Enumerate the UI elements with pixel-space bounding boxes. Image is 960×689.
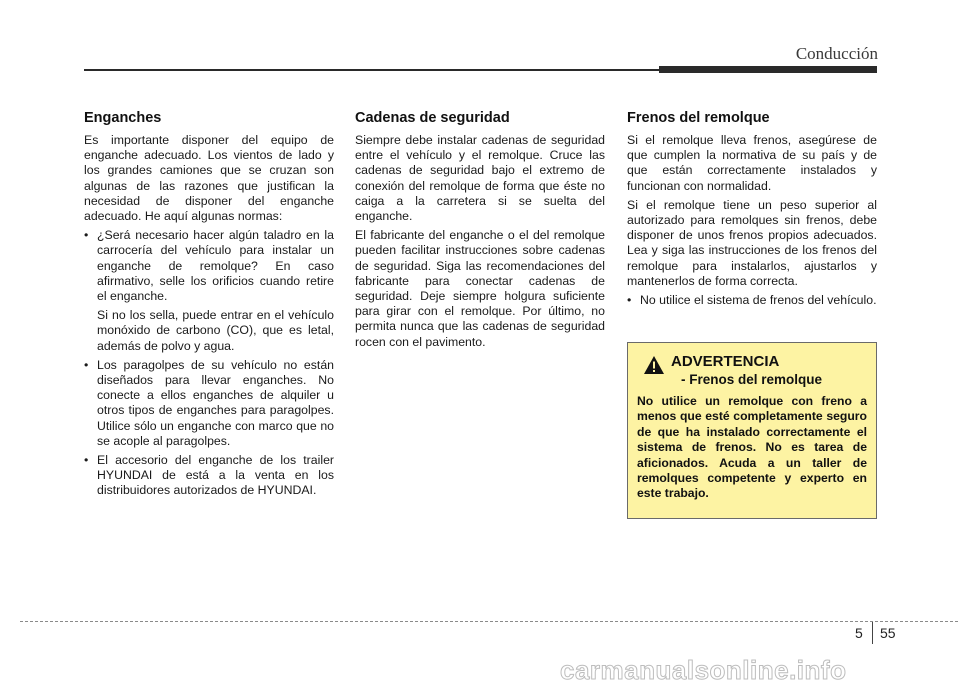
- heading-enganches: Enganches: [84, 110, 162, 126]
- bullet-icon: •: [84, 228, 89, 243]
- list-item: [84, 453, 334, 499]
- list-item-text: El accesorio del enganche de los trailer HYUNDAI de está a la venta en los distribuidores autorizados de HYUNDAI.: [97, 453, 334, 498]
- column-enganches: [84, 110, 334, 503]
- column-frenos: [627, 110, 877, 312]
- watermark: carmanualsonline.info: [560, 655, 847, 685]
- list-item-text: ¿Será necesario hacer algún taladro en la carrocería del vehículo para instalar un enganche de remolque? En caso afirmativo, selle los orificios cuando retire el enganche.: [97, 228, 334, 304]
- footer-rule: [20, 621, 958, 622]
- list-item-extra: Si no los sella, puede entrar en el vehículo monóxido de carbono (CO), que es letal, además de polvo y agua.: [97, 308, 334, 353]
- warning-title: ADVERTENCIA: [671, 353, 780, 370]
- paragraph: Si el remolque lleva frenos, asegúrese de que cumplen la normativa de su país y de que están correctamente instalados y funcionan con normalidad.: [627, 133, 877, 193]
- header-rule: [84, 69, 660, 71]
- list-item-text: Los paragolpes de su vehículo no están diseñados para llevar enganches. No conecte a ellos enganches de alquiler u otros tipos de enganches para paragolpes. Utilice sólo un enganche con marco que no se acople al paragolpes.: [97, 357, 334, 448]
- chapter-number: 5: [855, 625, 863, 641]
- bullet-icon: •: [84, 453, 89, 468]
- list-item: [84, 228, 334, 354]
- page-separator: [872, 622, 873, 644]
- page-number: 55: [880, 625, 896, 641]
- rules-list: [84, 228, 334, 498]
- list-item-text: No utilice el sistema de frenos del vehículo.: [640, 293, 877, 308]
- bullet-icon: •: [84, 357, 89, 372]
- section-title: Conducción: [795, 44, 878, 63]
- warning-header: [637, 353, 867, 388]
- warning-triangle-icon: [643, 355, 665, 375]
- list-item: [84, 358, 334, 449]
- intro-paragraph: Es importante disponer del equipo de enganche adecuado. Los vientos de lado y los grandes camiones que se cruzan son algunas de las razones que justifican la necesidad de disponer del enganche adecuado. He aquí algunas normas:: [84, 133, 334, 224]
- brake-list: [627, 293, 877, 308]
- warning-box: [627, 342, 877, 519]
- heading-cadenas: Cadenas de seguridad: [355, 110, 510, 126]
- column-cadenas: [355, 110, 605, 354]
- paragraph: Si el remolque tiene un peso superior al autorizado para remolques sin frenos, debe disponer de unos frenos propios adecuados. Lea y siga las instrucciones de los frenos del remolque para instalarlos, ajustarlos y mantenerlos de forma correcta.: [627, 197, 877, 288]
- list-item: [627, 293, 877, 308]
- bullet-icon: •: [627, 293, 632, 308]
- paragraph: Siempre debe instalar cadenas de seguridad entre el vehículo y el remolque. Cruce las cadenas de seguridad bajo el extremo de conexión del remolque de forma que éste no caiga a la carretera si se suelta del enganche.: [355, 133, 605, 224]
- warning-subtitle: - Frenos del remolque: [681, 372, 823, 387]
- header-rule-accent: [659, 66, 877, 73]
- warning-text: No utilice un remolque con freno a menos que esté completamente seguro de que ha instalado correctamente el sistema de frenos. No es tarea de aficionados. Acuda a un taller de remolques competente y experto en este trabajo.: [637, 394, 867, 501]
- heading-frenos: Frenos del remolque: [627, 110, 770, 126]
- paragraph: El fabricante del enganche o el del remolque pueden facilitar instrucciones sobre cadenas de seguridad. Siga las recomendaciones del fabricante para conectar cadenas de seguridad. Deje siempre holgura suficiente para girar con el remolque. Por último, no permita nunca que las cadenas de seguridad rocen con el pavimento.: [355, 228, 605, 349]
